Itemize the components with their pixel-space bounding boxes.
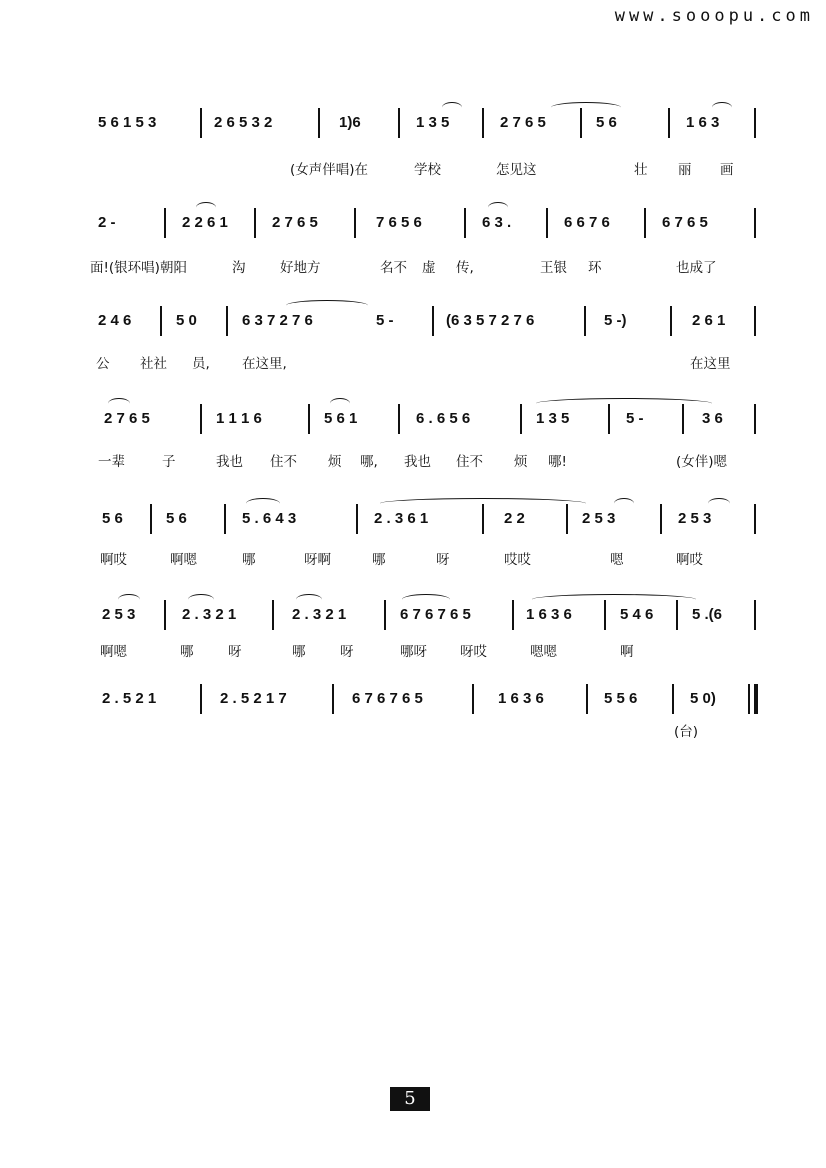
lyric: 哪, xyxy=(360,454,378,470)
measure-notes: 1 1 1 6 xyxy=(216,410,262,427)
measure-notes: 1 6 3 6 xyxy=(526,606,572,623)
lyric: 呀 xyxy=(436,552,450,568)
measure-notes: 5 6 xyxy=(596,114,617,131)
slur xyxy=(286,300,368,311)
lyric: 我也 xyxy=(404,454,431,470)
slur xyxy=(188,594,214,605)
measure-notes: 5 4 6 xyxy=(620,606,654,623)
barline xyxy=(672,684,674,714)
barline xyxy=(432,306,434,336)
score-system-5 xyxy=(96,504,760,570)
barline xyxy=(332,684,334,714)
lyric: 沟 xyxy=(232,260,246,276)
measure-notes: 5 6 xyxy=(166,510,187,527)
barline xyxy=(546,208,548,238)
lyric: 呀 xyxy=(228,644,242,660)
barline xyxy=(566,504,568,534)
lyric: 哪 xyxy=(292,644,306,660)
barline xyxy=(472,684,474,714)
barline xyxy=(754,600,756,630)
barline xyxy=(200,684,202,714)
barline xyxy=(356,504,358,534)
lyric: 呀哎 xyxy=(460,644,487,660)
lyric: 哎哎 xyxy=(504,552,531,568)
barline xyxy=(754,504,756,534)
barline xyxy=(584,306,586,336)
lyric: (女声伴唱)在 xyxy=(290,162,369,178)
lyric: 哪 xyxy=(180,644,194,660)
measure-notes: 1 3 5 xyxy=(536,410,570,427)
lyric: 我也 xyxy=(216,454,243,470)
barline xyxy=(682,404,684,434)
score-system-1 xyxy=(96,108,760,180)
measure-notes: 2 5 3 xyxy=(582,510,616,527)
barline xyxy=(224,504,226,534)
measure-notes: 5 . 6 4 3 xyxy=(242,510,297,527)
slur xyxy=(442,102,462,113)
measure-notes: 2 7 6 5 xyxy=(500,114,546,131)
barline xyxy=(754,208,756,238)
measure-notes: 1 6 3 6 xyxy=(498,690,544,707)
barline xyxy=(670,306,672,336)
lyric: 面!(银环唱)朝阳 xyxy=(90,260,187,276)
lyric: 啊 xyxy=(620,644,634,660)
lyric: 啊嗯 xyxy=(170,552,197,568)
measure-notes: 2 . 5 2 1 xyxy=(102,690,157,707)
barline xyxy=(164,600,166,630)
barline xyxy=(318,108,320,138)
measure-notes: 2 6 1 xyxy=(692,312,726,329)
measure-notes: (6 3 5 7 2 7 6 xyxy=(446,312,535,329)
measure-notes: 5 - xyxy=(626,410,644,427)
lyric: 壮 xyxy=(634,162,648,178)
measure-notes: 6 7 6 7 6 5 xyxy=(352,690,423,707)
lyric: 怎见这 xyxy=(496,162,537,178)
measure-notes: 5 5 6 xyxy=(604,690,638,707)
measure-notes: 2 7 6 5 xyxy=(272,214,318,231)
score-system-7 xyxy=(96,684,760,742)
lyric: 哪 xyxy=(372,552,386,568)
lyric: (台) xyxy=(674,724,699,740)
lyric: 王银 xyxy=(540,260,567,276)
barline xyxy=(604,600,606,630)
barline xyxy=(254,208,256,238)
site-watermark: www.sooopu.com xyxy=(614,6,814,26)
lyric: 啊嗯 xyxy=(100,644,127,660)
slur xyxy=(614,498,634,509)
measure-notes: 2 4 6 xyxy=(98,312,132,329)
measure-notes: 6 7 6 7 6 5 xyxy=(400,606,471,623)
barline xyxy=(520,404,522,434)
lyric: 名不 xyxy=(380,260,407,276)
barline xyxy=(676,600,678,630)
slur xyxy=(196,202,216,213)
slur xyxy=(330,398,350,409)
lyric: 好地方 xyxy=(280,260,321,276)
measure-notes: 1 3 5 xyxy=(416,114,450,131)
measure-notes: 1 6 3 xyxy=(686,114,720,131)
measure-notes: 7 6 5 6 xyxy=(376,214,422,231)
measure-notes: 2 6 5 3 2 xyxy=(214,114,273,131)
score-system-6 xyxy=(96,600,760,662)
lyric: 哪呀 xyxy=(400,644,427,660)
lyric: 社社 xyxy=(140,356,167,372)
slur xyxy=(708,498,730,509)
measure-notes: 2 . 3 2 1 xyxy=(182,606,237,623)
barline xyxy=(668,108,670,138)
lyric: 在这里 xyxy=(690,356,731,372)
measure-notes: 6 . 6 5 6 xyxy=(416,410,471,427)
measure-notes: 5 .(6 xyxy=(692,606,723,623)
barline xyxy=(754,108,756,138)
measure-notes: 2 . 3 2 1 xyxy=(292,606,347,623)
lyric: 哪 xyxy=(242,552,256,568)
barline xyxy=(608,404,610,434)
lyric: 嗯 xyxy=(610,552,624,568)
barline xyxy=(354,208,356,238)
lyric: 学校 xyxy=(414,162,441,178)
barline xyxy=(580,108,582,138)
barline xyxy=(464,208,466,238)
measure-notes: 5 - xyxy=(376,312,394,329)
lyric: 哪! xyxy=(548,454,567,470)
final-barline xyxy=(748,684,750,714)
lyric: 员, xyxy=(192,356,210,372)
lyric: 也成了 xyxy=(676,260,717,276)
lyric: 住不 xyxy=(456,454,483,470)
measure-notes: 1)6 xyxy=(339,114,361,131)
slur xyxy=(296,594,322,605)
lyric: 子 xyxy=(162,454,176,470)
barline xyxy=(644,208,646,238)
barline xyxy=(660,504,662,534)
barline xyxy=(398,404,400,434)
barline xyxy=(160,306,162,336)
barline xyxy=(384,600,386,630)
measure-notes: 2 5 3 xyxy=(678,510,712,527)
barline xyxy=(272,600,274,630)
measure-notes: 2 7 6 5 xyxy=(104,410,150,427)
barline xyxy=(482,108,484,138)
lyric: 烦 xyxy=(328,454,342,470)
lyric: 烦 xyxy=(514,454,528,470)
slur xyxy=(712,102,732,113)
barline xyxy=(754,404,756,434)
slur xyxy=(488,202,508,213)
measure-notes: 2 . 3 6 1 xyxy=(374,510,429,527)
slur xyxy=(108,398,130,409)
lyric: 呀 xyxy=(340,644,354,660)
slur xyxy=(402,594,450,605)
page-number: 5 xyxy=(390,1087,430,1111)
barline xyxy=(308,404,310,434)
measure-notes: 5 6 1 5 3 xyxy=(98,114,157,131)
lyric: 啊哎 xyxy=(100,552,127,568)
barline xyxy=(200,108,202,138)
measure-notes: 3 6 xyxy=(702,410,723,427)
barline xyxy=(586,684,588,714)
measure-notes: 2 2 6 1 xyxy=(182,214,228,231)
measure-notes: 6 3 . xyxy=(482,214,512,231)
lyric: 公 xyxy=(96,356,110,372)
measure-notes: 2 - xyxy=(98,214,116,231)
lyric: 虚 xyxy=(422,260,436,276)
slur xyxy=(532,594,696,605)
lyric: 传, xyxy=(456,260,474,276)
score-system-4 xyxy=(96,404,760,472)
measure-notes: 5 0) xyxy=(690,690,716,707)
score-system-3 xyxy=(96,306,760,374)
barline xyxy=(754,306,756,336)
score-system-2 xyxy=(90,208,760,278)
measure-notes: 5 6 1 xyxy=(324,410,358,427)
lyric: 在这里, xyxy=(242,356,287,372)
lyric: 嗯嗯 xyxy=(530,644,557,660)
barline xyxy=(226,306,228,336)
measure-notes: 6 7 6 5 xyxy=(662,214,708,231)
barline xyxy=(200,404,202,434)
lyric: 呀啊 xyxy=(304,552,331,568)
measure-notes: 5 0 xyxy=(176,312,197,329)
lyric: 环 xyxy=(588,260,602,276)
measure-notes: 6 6 7 6 xyxy=(564,214,610,231)
barline xyxy=(482,504,484,534)
lyric: 丽 xyxy=(678,162,692,178)
measure-notes: 5 -) xyxy=(604,312,627,329)
slur xyxy=(536,398,712,409)
measure-notes: 5 6 xyxy=(102,510,123,527)
barline xyxy=(398,108,400,138)
measure-notes: 2 . 5 2 1 7 xyxy=(220,690,287,707)
barline xyxy=(164,208,166,238)
lyric: 画 xyxy=(720,162,734,178)
measure-notes: 6 3 7 2 7 6 xyxy=(242,312,313,329)
measure-notes: 2 5 3 xyxy=(102,606,136,623)
barline xyxy=(512,600,514,630)
slur xyxy=(118,594,140,605)
slur xyxy=(246,498,280,509)
barline xyxy=(150,504,152,534)
slur xyxy=(551,102,621,113)
lyric: 住不 xyxy=(270,454,297,470)
lyric: (女伴)嗯 xyxy=(676,454,728,470)
measure-notes: 2 2 xyxy=(504,510,525,527)
lyric: 一辈 xyxy=(98,454,125,470)
lyric: 啊哎 xyxy=(676,552,703,568)
